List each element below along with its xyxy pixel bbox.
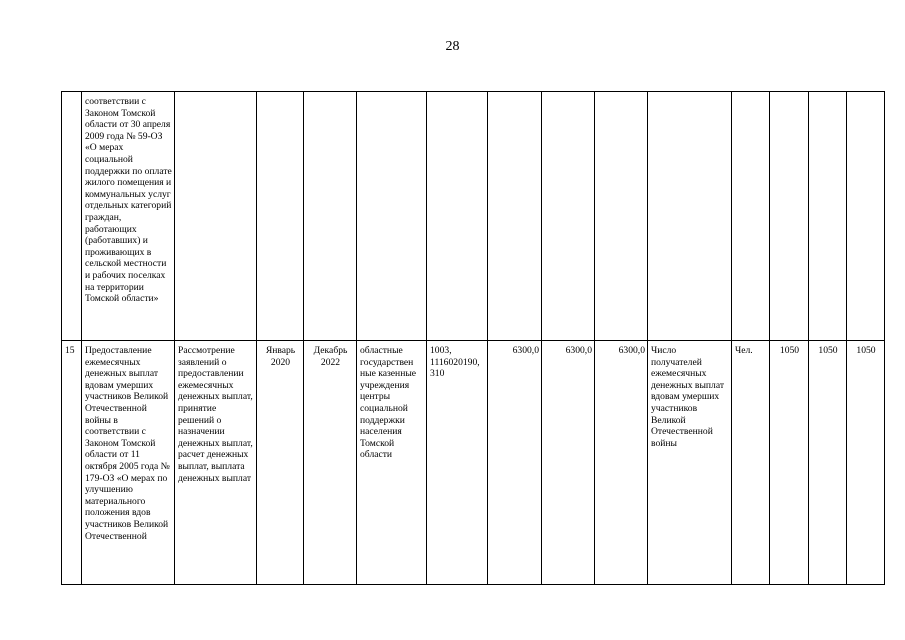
indicator-cell xyxy=(648,92,732,341)
value-year2-cell: 1050 xyxy=(809,341,847,585)
measure-name-cell: Предоставление ежемесячных денежных выплат вдовам умерших участников Великой Отечественной войны в соответствии с Законом Томской области от 11 октября 2005 года № 179-ОЗ «О мерах по улучшению материального положения вдов участников Великой Отечественной xyxy=(82,341,175,585)
value-year2-cell xyxy=(809,92,847,341)
row-index-cell: 15 xyxy=(62,341,82,585)
measure-content-cell: Рассмотрение заявлений о предоставлении ежемесячных денежных выплат, принятие решений о назначении денежных выплат, расчет денежных выплат, выплата денежных выплат xyxy=(175,341,257,585)
measure-content-cell xyxy=(175,92,257,341)
end-date-cell: Декабрь 2022 xyxy=(304,341,357,585)
measure-name-cell: соответствии с Законом Томской области от 30 апреля 2009 года № 59-ОЗ «О мерах социальной поддержки по оплате жилого помещения и коммунальных услуг отдельных категорий граждан, работающих (работавших) и проживающих в сельской местности и рабочих поселках на территории Томской области» xyxy=(82,92,175,341)
table-row xyxy=(62,341,885,585)
end-date-cell xyxy=(304,92,357,341)
value-year1-cell: 1050 xyxy=(770,341,809,585)
executor-cell: областные государствен ные казенные учреждения центры социальной поддержки населения Томской области xyxy=(357,341,427,585)
amount-year1-cell xyxy=(488,92,542,341)
value-year1-cell xyxy=(770,92,809,341)
amount-year2-cell xyxy=(542,92,595,341)
amount-year3-cell xyxy=(595,92,648,341)
value-year3-cell xyxy=(847,92,885,341)
start-date-cell xyxy=(257,92,304,341)
indicator-cell: Число получателей ежемесячных денежных выплат вдовам умерших участников Великой Отечественной войны xyxy=(648,341,732,585)
budget-code-cell: 1003, 1116020190, 310 xyxy=(427,341,488,585)
amount-year2-cell: 6300,0 xyxy=(542,341,595,585)
unit-cell: Чел. xyxy=(732,341,770,585)
table-row xyxy=(62,92,885,341)
program-table xyxy=(61,91,885,585)
row-index-cell xyxy=(62,92,82,341)
unit-cell xyxy=(732,92,770,341)
executor-cell xyxy=(357,92,427,341)
amount-year1-cell: 6300,0 xyxy=(488,341,542,585)
value-year3-cell: 1050 xyxy=(847,341,885,585)
amount-year3-cell: 6300,0 xyxy=(595,341,648,585)
page-number: 28 xyxy=(445,39,460,54)
budget-code-cell xyxy=(427,92,488,341)
start-date-cell: Январь 2020 xyxy=(257,341,304,585)
